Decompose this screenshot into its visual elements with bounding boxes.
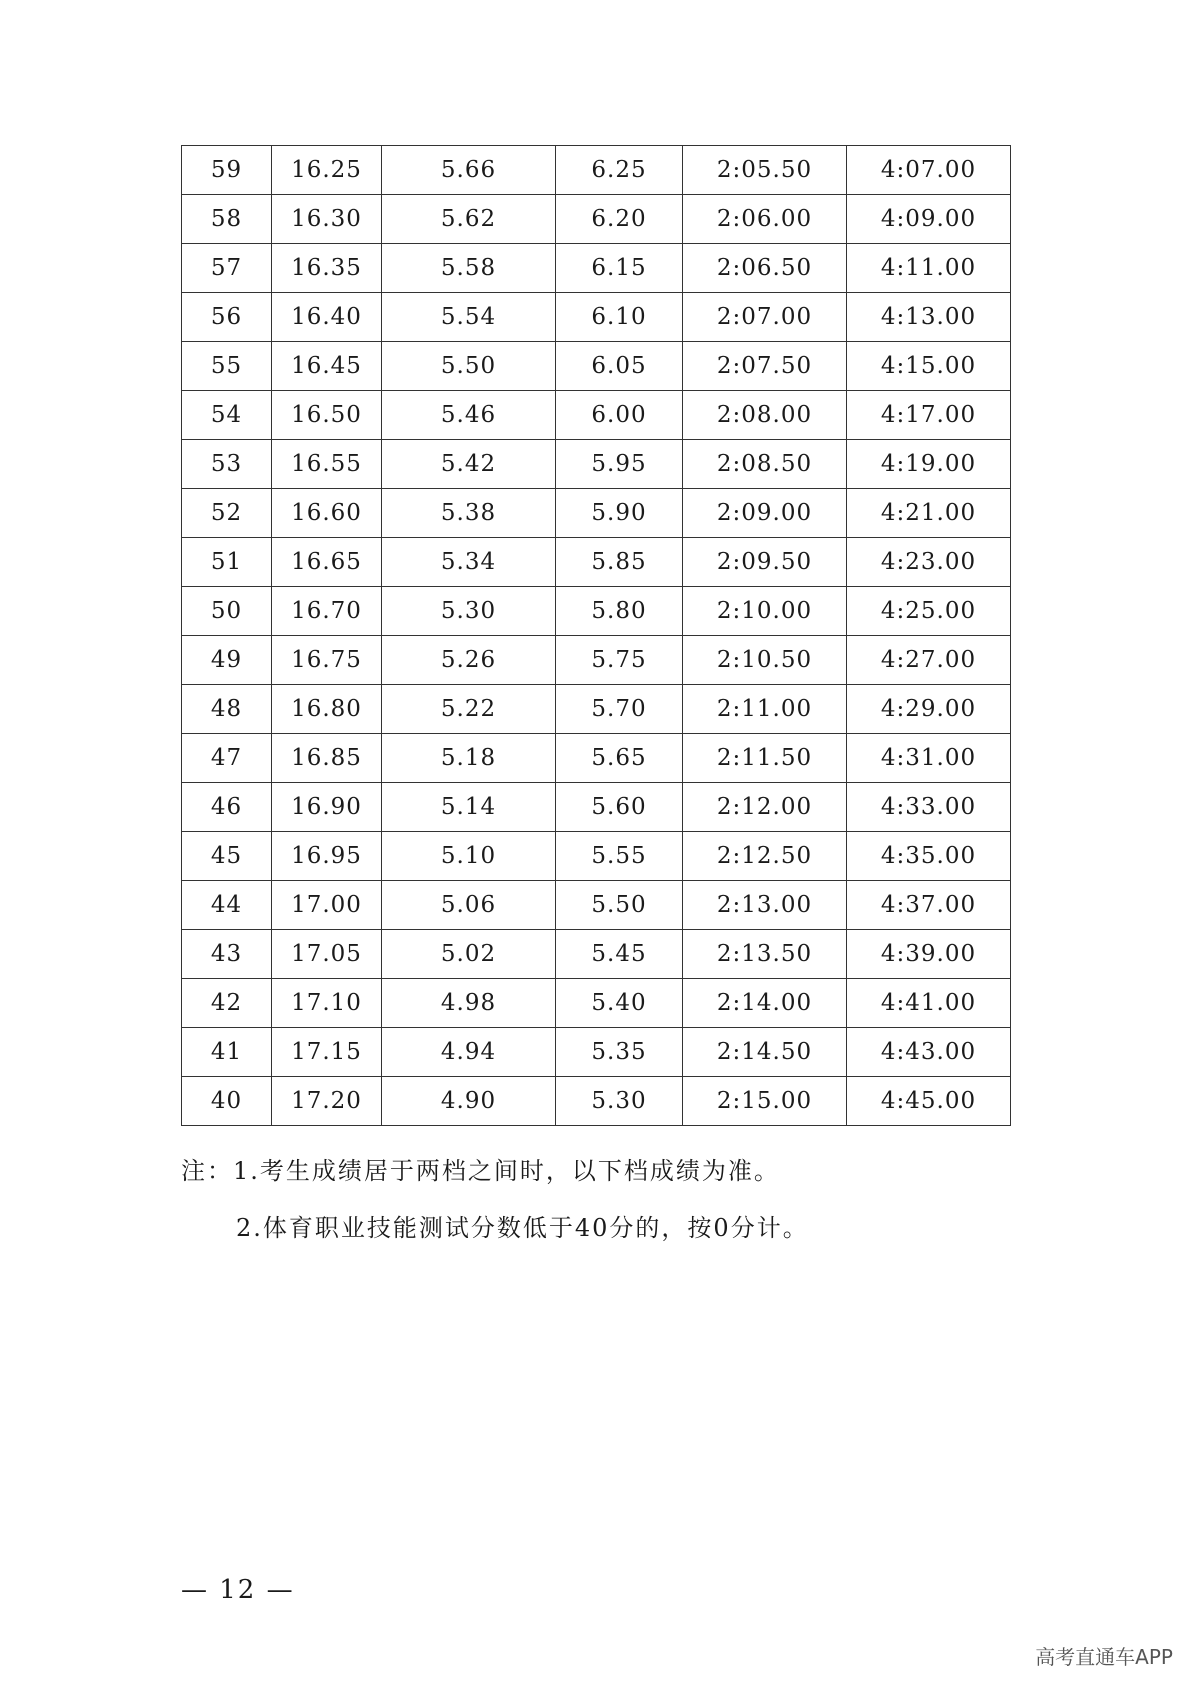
table-cell: 46	[182, 783, 272, 832]
table-cell: 4:39.00	[847, 930, 1011, 979]
table-row	[182, 685, 1011, 734]
table-cell: 6.05	[556, 342, 683, 391]
table-row	[182, 146, 1011, 195]
table-cell: 16.35	[272, 244, 382, 293]
table-cell: 43	[182, 930, 272, 979]
table-cell: 2:11.00	[683, 685, 847, 734]
table-cell: 2:13.00	[683, 881, 847, 930]
table-cell: 4:27.00	[847, 636, 1011, 685]
table-cell: 4:19.00	[847, 440, 1011, 489]
table-cell: 4:23.00	[847, 538, 1011, 587]
table-cell: 2:13.50	[683, 930, 847, 979]
table-cell: 2:14.00	[683, 979, 847, 1028]
table-row	[182, 1077, 1011, 1126]
table-cell: 5.46	[382, 391, 556, 440]
score-table	[181, 145, 1011, 1126]
table-cell: 5.34	[382, 538, 556, 587]
table-cell: 49	[182, 636, 272, 685]
table-row	[182, 195, 1011, 244]
table-cell: 2:08.50	[683, 440, 847, 489]
table-cell: 41	[182, 1028, 272, 1077]
table-cell: 5.35	[556, 1028, 683, 1077]
table-cell: 2:09.00	[683, 489, 847, 538]
table-cell: 48	[182, 685, 272, 734]
table-cell: 2:15.00	[683, 1077, 847, 1126]
table-cell: 5.42	[382, 440, 556, 489]
table-cell: 5.80	[556, 587, 683, 636]
table-cell: 16.85	[272, 734, 382, 783]
table-row	[182, 538, 1011, 587]
table-cell: 2:10.00	[683, 587, 847, 636]
table-cell: 4:29.00	[847, 685, 1011, 734]
table-cell: 2:08.00	[683, 391, 847, 440]
table-cell: 5.40	[556, 979, 683, 1028]
table-cell: 16.30	[272, 195, 382, 244]
table-cell: 6.25	[556, 146, 683, 195]
table-cell: 16.40	[272, 293, 382, 342]
table-row	[182, 1028, 1011, 1077]
table-cell: 5.30	[556, 1077, 683, 1126]
table-cell: 17.20	[272, 1077, 382, 1126]
table-cell: 4:37.00	[847, 881, 1011, 930]
table-cell: 5.90	[556, 489, 683, 538]
table-cell: 44	[182, 881, 272, 930]
table-cell: 51	[182, 538, 272, 587]
table-cell: 2:06.50	[683, 244, 847, 293]
table-cell: 5.22	[382, 685, 556, 734]
table-cell: 5.06	[382, 881, 556, 930]
table-cell: 5.85	[556, 538, 683, 587]
table-cell: 17.05	[272, 930, 382, 979]
table-cell: 47	[182, 734, 272, 783]
table-cell: 4.98	[382, 979, 556, 1028]
table-cell: 4:41.00	[847, 979, 1011, 1028]
table-cell: 2:09.50	[683, 538, 847, 587]
table-cell: 4:17.00	[847, 391, 1011, 440]
table-cell: 16.90	[272, 783, 382, 832]
table-cell: 5.66	[382, 146, 556, 195]
table-cell: 4:31.00	[847, 734, 1011, 783]
table-cell: 4:43.00	[847, 1028, 1011, 1077]
table-cell: 16.55	[272, 440, 382, 489]
table-cell: 4:11.00	[847, 244, 1011, 293]
table-row	[182, 734, 1011, 783]
table-cell: 5.55	[556, 832, 683, 881]
table-cell: 45	[182, 832, 272, 881]
table-cell: 4:45.00	[847, 1077, 1011, 1126]
table-row	[182, 440, 1011, 489]
table-row	[182, 587, 1011, 636]
table-cell: 2:11.50	[683, 734, 847, 783]
table-row	[182, 930, 1011, 979]
table-cell: 53	[182, 440, 272, 489]
table-cell: 56	[182, 293, 272, 342]
table-cell: 52	[182, 489, 272, 538]
table-cell: 2:05.50	[683, 146, 847, 195]
table-cell: 5.38	[382, 489, 556, 538]
table-cell: 59	[182, 146, 272, 195]
table-cell: 16.80	[272, 685, 382, 734]
table-cell: 4:15.00	[847, 342, 1011, 391]
table-cell: 16.70	[272, 587, 382, 636]
table-cell: 5.50	[382, 342, 556, 391]
table-cell: 5.75	[556, 636, 683, 685]
table-cell: 5.50	[556, 881, 683, 930]
table-cell: 17.10	[272, 979, 382, 1028]
table-cell: 4:25.00	[847, 587, 1011, 636]
table-row	[182, 342, 1011, 391]
table-cell: 2:14.50	[683, 1028, 847, 1077]
table-cell: 5.70	[556, 685, 683, 734]
table-cell: 16.25	[272, 146, 382, 195]
table-cell: 5.60	[556, 783, 683, 832]
table-cell: 55	[182, 342, 272, 391]
table-cell: 4:33.00	[847, 783, 1011, 832]
score-table-body	[182, 146, 1011, 1126]
table-cell: 5.45	[556, 930, 683, 979]
table-cell: 6.00	[556, 391, 683, 440]
watermark: 高考直通车APP	[1035, 1645, 1173, 1669]
table-cell: 5.65	[556, 734, 683, 783]
table-cell: 5.10	[382, 832, 556, 881]
table-cell: 58	[182, 195, 272, 244]
table-cell: 5.14	[382, 783, 556, 832]
page-number: — 12 —	[181, 1575, 295, 1605]
table-cell: 4:21.00	[847, 489, 1011, 538]
table-cell: 6.10	[556, 293, 683, 342]
table-cell: 2:07.00	[683, 293, 847, 342]
table-cell: 2:06.00	[683, 195, 847, 244]
table-cell: 16.45	[272, 342, 382, 391]
table-row	[182, 979, 1011, 1028]
table-cell: 4:13.00	[847, 293, 1011, 342]
table-cell: 5.26	[382, 636, 556, 685]
table-cell: 4.90	[382, 1077, 556, 1126]
table-row	[182, 489, 1011, 538]
table-cell: 6.15	[556, 244, 683, 293]
note-2: 2.体育职业技能测试分数低于40分的，按0分计。	[236, 1214, 809, 1242]
table-row	[182, 293, 1011, 342]
table-cell: 16.95	[272, 832, 382, 881]
table-cell: 5.02	[382, 930, 556, 979]
table-cell: 2:07.50	[683, 342, 847, 391]
table-cell: 5.58	[382, 244, 556, 293]
table-row	[182, 881, 1011, 930]
table-cell: 2:12.50	[683, 832, 847, 881]
table-cell: 42	[182, 979, 272, 1028]
table-cell: 5.95	[556, 440, 683, 489]
table-row	[182, 391, 1011, 440]
table-cell: 4:35.00	[847, 832, 1011, 881]
table-cell: 54	[182, 391, 272, 440]
note-1: 注：1.考生成绩居于两档之间时，以下档成绩为准。	[181, 1157, 780, 1185]
table-cell: 5.54	[382, 293, 556, 342]
table-cell: 2:10.50	[683, 636, 847, 685]
table-cell: 16.50	[272, 391, 382, 440]
table-cell: 5.30	[382, 587, 556, 636]
table-cell: 16.60	[272, 489, 382, 538]
table-cell: 16.65	[272, 538, 382, 587]
table-row	[182, 636, 1011, 685]
table-cell: 5.18	[382, 734, 556, 783]
table-cell: 2:12.00	[683, 783, 847, 832]
table-cell: 17.15	[272, 1028, 382, 1077]
table-row	[182, 244, 1011, 293]
table-row	[182, 832, 1011, 881]
table-cell: 50	[182, 587, 272, 636]
table-cell: 16.75	[272, 636, 382, 685]
table-cell: 17.00	[272, 881, 382, 930]
table-cell: 4:09.00	[847, 195, 1011, 244]
table-cell: 6.20	[556, 195, 683, 244]
table-cell: 4.94	[382, 1028, 556, 1077]
table-cell: 4:07.00	[847, 146, 1011, 195]
table-cell: 40	[182, 1077, 272, 1126]
table-cell: 5.62	[382, 195, 556, 244]
table-row	[182, 783, 1011, 832]
table-cell: 57	[182, 244, 272, 293]
